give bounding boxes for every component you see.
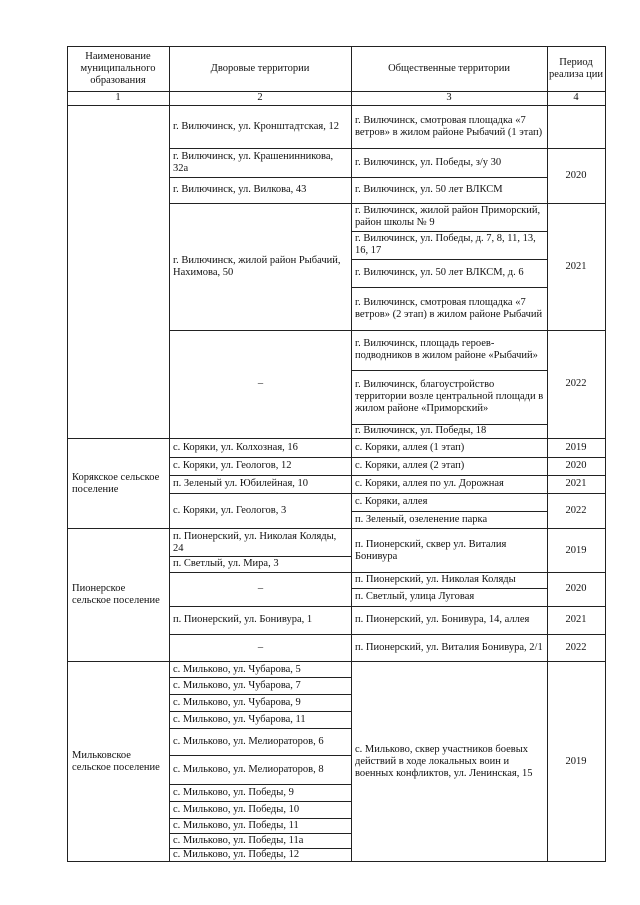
year-cell: 2022 <box>565 378 587 389</box>
yard-cell: с. Мильково, ул. Мелиораторов, 6 <box>173 735 324 747</box>
public-cell: с. Коряки, аллея <box>355 496 428 507</box>
municipality-cell: Мильковское сельское поселение <box>72 749 160 773</box>
year-cell: 2021 <box>565 260 587 272</box>
public-cell: п. Пионерский, ул. Николая Коляды <box>355 574 516 585</box>
yard-cell: с. Коряки, ул. Геологов, 3 <box>173 504 287 516</box>
public-cell: п. Светлый, улица Луговая <box>355 591 475 602</box>
public-cell: г. Вилючинск, площадь героев-подводников в жилом районе «Рыбачий» <box>355 338 538 361</box>
year-cell: 2022 <box>565 641 587 653</box>
column-number-2: 2 <box>257 92 263 103</box>
public-cell: г. Вилючинск, ул. Победы, 18 <box>355 425 487 436</box>
yard-cell: с. Коряки, ул. Колхозная, 16 <box>173 442 298 453</box>
public-cell: г. Вилючинск, благоустройство территории возле центральной площади в жилом районе «Приморский» <box>355 379 544 414</box>
yard-cell: – <box>257 583 264 594</box>
year-cell: 2020 <box>565 169 587 181</box>
yard-cell: с. Мильково, ул. Мелиораторов, 8 <box>173 763 324 775</box>
yard-cell: с. Мильково, ул. Победы, 12 <box>173 849 300 860</box>
column-number-4: 4 <box>573 92 579 103</box>
yard-cell: – <box>257 641 264 653</box>
yard-cell: с. Мильково, ул. Чубарова, 7 <box>173 679 301 691</box>
public-cell: с. Коряки, аллея (1 этап) <box>355 442 465 453</box>
public-cell: п. Пионерский, ул. Виталия Бонивура, 2/1 <box>355 641 543 653</box>
yard-cell: п. Светлый, ул. Мира, 3 <box>173 558 279 569</box>
public-cell: г. Вилючинск, жилой район Приморский, район школы № 9 <box>355 205 541 228</box>
yard-cell: с. Коряки, ул. Геологов, 12 <box>173 460 292 471</box>
year-cell: 2021 <box>565 614 587 625</box>
yard-cell: п. Пионерский, ул. Бонивура, 1 <box>173 614 313 625</box>
public-cell: п. Зеленый, озеленение парка <box>355 513 488 525</box>
public-cell: г. Вилючинск, ул. Победы, з/у 30 <box>355 156 502 168</box>
yard-cell: с. Мильково, ул. Чубарова, 9 <box>173 696 301 708</box>
year-cell: 2020 <box>565 583 587 594</box>
yard-cell: п. Зеленый ул. Юбилейная, 10 <box>173 478 309 489</box>
column-number-1: 1 <box>115 92 121 103</box>
header-municipality: Наименование муниципального образования <box>80 50 156 86</box>
public-cell: г. Вилючинск, ул. 50 лет ВЛКСМ, д. 6 <box>355 267 524 278</box>
year-cell: 2019 <box>565 544 587 556</box>
yard-cell: г. Вилючинск, ул. Вилкова, 43 <box>173 184 307 195</box>
yard-cell: п. Пионерский, ул. Николая Коляды, 24 <box>173 530 337 554</box>
public-cell: г. Вилючинск, смотровая площадка «7 ветров» (2 этап) в жилом районе Рыбачий <box>355 296 543 320</box>
year-cell: 2021 <box>565 478 587 489</box>
public-cell: г. Вилючинск, смотровая площадка «7 ветров» в жилом районе Рыбачий (1 этап) <box>355 115 543 138</box>
yard-cell: с. Мильково, ул. Чубарова, 11 <box>173 713 306 725</box>
year-cell: 2020 <box>565 460 587 471</box>
yard-cell: с. Мильково, ул. Победы, 11 <box>173 819 299 831</box>
municipality-cell: Корякское сельское поселение <box>72 471 160 495</box>
yard-cell: г. Вилючинск, ул. Кронштадтская, 12 <box>173 121 339 132</box>
yard-cell: г. Вилючинск, жилой район Рыбачий, Нахимова, 50 <box>173 254 341 278</box>
public-cell: с. Коряки, аллея (2 этап) <box>355 460 465 471</box>
header-yard: Дворовые территории <box>210 62 310 74</box>
public-cell: г. Вилючинск, ул. 50 лет ВЛКСМ <box>355 184 503 195</box>
yard-cell: с. Мильково, ул. Чубарова, 5 <box>173 663 301 675</box>
year-cell: 2019 <box>565 755 587 767</box>
public-cell: п. Пионерский, ул. Бонивура, 14, аллея <box>355 614 530 625</box>
municipality-cell: Пионерское сельское поселение <box>72 583 160 606</box>
public-cell: г. Вилючинск, ул. Победы, д. 7, 8, 11, 13, 16, 17 <box>355 233 536 256</box>
public-cell: с. Коряки, аллея по ул. Дорожная <box>355 478 504 489</box>
yard-cell: с. Мильково, ул. Победы, 10 <box>173 803 300 815</box>
yard-cell: г. Вилючинск, ул. Крашенинникова, 32а <box>173 150 334 174</box>
year-cell: 2022 <box>565 504 587 516</box>
yard-cell: с. Мильково, ул. Победы, 11а <box>173 834 304 846</box>
public-cell: п. Пионерский, сквер ул. Виталия Бонивура <box>355 538 507 562</box>
yard-cell: с. Мильково, ул. Победы, 9 <box>173 786 294 798</box>
year-cell: 2019 <box>565 442 587 453</box>
header-period: Период реализа ции <box>549 56 603 80</box>
public-cell: с. Мильково, сквер участников боевых действий в ходе локальных воин и военных конфликтов, ул. Ленинская, 15 <box>355 743 533 779</box>
yard-cell: – <box>257 378 264 389</box>
header-public: Общественные территории <box>388 62 510 74</box>
column-number-3: 3 <box>446 92 452 103</box>
